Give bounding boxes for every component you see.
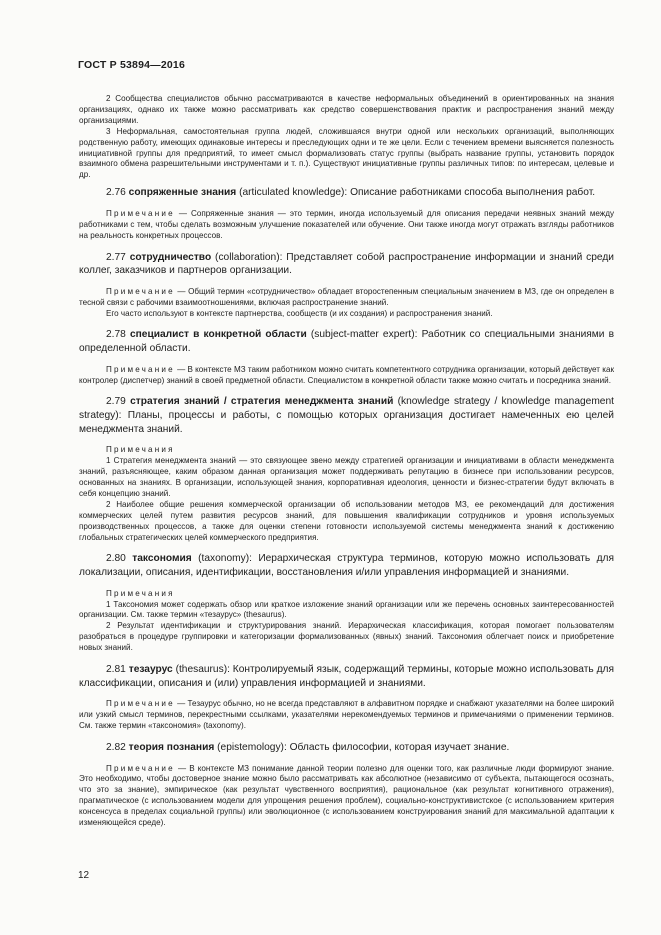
note-2-77: Примечание — Общий термин «сотрудничество» обладает второстепенным специальным значением в МЗ, где он определен в тесной связи с рабочими взаимоотношениями, включая распространение знаний. <box>79 286 614 307</box>
note-label: Примечание <box>106 364 175 374</box>
note-text: Сопряженные знания — это термин, иногда используемый для описания передачи неявных знаний между работниками с тем, чтобы сделать возможным улучшение показателей или обучение. Они также иногда могут отражать взгляды работников на реальность конкретных процессов. <box>79 208 614 240</box>
term-title: сотрудничество <box>129 251 212 263</box>
note-text: Тезаурус обычно, но не всегда представляют в алфавитном порядке и снабжают указателями на более широкий или узкий смысл терминов, перекрестными ссылками, указателями нерекомендуемых терминов и примечаниями о применении терминов. См. также термин «таксономия» (taxonomy). <box>79 699 614 731</box>
notes-label: Примечания <box>106 445 175 455</box>
term-title: теория познания <box>128 741 215 753</box>
term-entry-2-77 <box>79 251 614 278</box>
term-entry-2-76 <box>79 186 614 200</box>
prev-note-2: 2 Сообщества специалистов обычно рассматриваются в качестве неформальных объединений в ориентированных на знания организациях, однако их также можно рассматривать как средство совершенствования практик и распространения знаний между организациями. <box>79 94 614 125</box>
term-title: таксономия <box>132 553 192 565</box>
term-entry-2-81 <box>79 663 614 690</box>
term-definition: (articulated knowledge): Описание работниками способа выполнения работ. <box>239 187 596 199</box>
note-2-79-2: 2 Наиболее общие решения коммерческой организации об использовании методов МЗ, ее рекомендаций для достижения коммерческих целей путем развития ресурсов знаний, для повышения квалификации сотрудников и уровня используемых производственных процессов, а также для оценки степени готовности используемой системы менеджмента знаний к достижению глобальных стратегических целей коммерческого предприятия. <box>79 499 614 542</box>
term-number: 2.78 <box>106 329 126 341</box>
term-number: 2.80 <box>106 553 126 565</box>
term-number: 2.77 <box>106 251 126 263</box>
note-2-76: Примечание — Сопряженные знания — это термин, иногда используемый для описания передачи неявных знаний между работниками с тем, чтобы сделать возможным улучшение показателей или обучение. Они также иногда могут отражать взгляды работников на реальность конкретных процессов. <box>79 208 614 240</box>
term-definition: (knowledge strategy / knowledge management strategy): Планы, процессы и работы, с помощью которых организация достигает намеченных ею целей менеджмента знаний. <box>79 396 614 435</box>
note-2-78: Примечание — В контексте МЗ таким работником можно считать компетентного сотрудника организации, который действует как контролер (диспетчер) знаний в своей предметной области. Специалистом в конкретной области также можно считать и посредника знаний. <box>79 364 615 385</box>
note-2-81: Примечание — Тезаурус обычно, но не всегда представляют в алфавитном порядке и снабжают указателями на более широкий или узкий смысл терминов, перекрестными ссылками, указателями нерекомендуемых терминов и примечаниями о применении терминов. См. также термин «таксономия» (taxonomy). <box>79 699 614 731</box>
note-label: Примечание <box>106 286 175 296</box>
term-definition: (thesaurus): Контролируемый язык, содержащий термины, которые можно использовать для классификации, описания и (или) управления информацией и знаниями. <box>79 664 614 689</box>
term-number: 2.81 <box>106 664 126 676</box>
term-definition: (subject-matter expert): Работник со специальными знаниями в определенной области. <box>79 329 615 355</box>
note-label: Примечание <box>106 699 175 709</box>
term-title: тезаурус <box>128 664 173 676</box>
term-definition: (taxonomy): Иерархическая структура терминов, которую можно использовать для локализации, описания, идентификации, восстановления и/или управления информацией и знаниями. <box>79 553 614 578</box>
note-text: В контексте МЗ понимание данной теории полезно для оценки того, как различные люди формируют знание. Это необходимо, чтобы достоверное знание можно было рассматривать как абсолютное (независимо от субъекта, пытающегося осознать, что это за знание), эмпирическое (как результат чувственного восприятия), рациональное (как результат когнитивного отражения), прагматическое (с использованием модели для упрощения решения проблем), социально-конструктивистское (с использованием критерия консенсуса в пределах социальной группы) или эволюционное (с использованием конструирования знаний для максимальной адаптации к изменяющейся среде). <box>79 763 614 828</box>
note-2-79-1: 1 Стратегия менеджмента знаний — это связующее звено между стратегией организации и инициативами в области менеджмента знаний, разъясняющее, каким образом данная организация может поддерживать репутацию в бизнесе при использовании ресурсов, основанных на знаниях. В организации, использующей знания, корпоративная идеология, ценности и бизнес-стратегии будут включать в себя концепцию знаний. <box>79 456 614 498</box>
note-text: В контексте МЗ таким работником можно считать компетентного сотрудника организации, который действует как контролер (диспетчер) знаний в своей предметной области. Специалистом в конкретной области также можно считать и посредника знаний. <box>79 364 615 385</box>
term-title: специалист в конкретной области <box>129 329 307 341</box>
term-entry-2-79 <box>79 395 614 436</box>
note-label: Примечание <box>106 763 175 773</box>
page-header-standard-id: ГОСТ Р 53894—2016 <box>78 59 186 71</box>
term-definition: (epistemology): Область философии, которая изучает знание. <box>217 741 510 753</box>
note-text: Общий термин «сотрудничество» обладает второстепенным специальным значением в МЗ, где он определен в тесной связи с рабочими взаимоотношениями, включая распространение знаний. <box>79 286 614 307</box>
prev-note-3: 3 Неформальная, самостоятельная группа людей, сложившаяся внутри одной или нескольких организаций, выполняющих родственную работу, имеющих одинаковые интересы и преследующих одни и те же цели. Если с течением времени выясняется полезность инициативной группы для предприятий, то имеет смысл формализовать статус группы (выбрать название группы, установить порядок взаимного обмена разрешительными инструментами и т. п.). Существуют инициативные группы различных типов: по интересам, целевые и др. <box>79 126 614 180</box>
term-title: сопряженные знания <box>128 187 237 199</box>
term-entry-2-78 <box>79 328 614 355</box>
note-2-80-1: 1 Таксономия может содержать обзор или краткое изложение знаний организации или же перечень основных заинтересованностей организации. См. также термин «тезаурус» (thesaurus). <box>79 599 614 620</box>
note-2-82: Примечание — В контексте МЗ понимание данной теории полезно для оценки того, как различные люди формируют знание. Это необходимо, чтобы достоверное знание можно было рассматривать как абсолютное (независимо от субъекта, пытающегося осознать, что это за знание), эмпирическое (как результат чувственного восприятия), рациональное (как результат когнитивного отражения), прагматическое (с использованием модели для упрощения решения проблем), социально-конструктивистское (с использованием критерия консенсуса в пределах социальной группы) или эволюционное (с использованием конструирования знаний для максимальной адаптации к изменяющейся среде). <box>79 763 614 828</box>
term-number: 2.76 <box>106 187 126 199</box>
notes-label: Примечания <box>106 588 175 598</box>
notes-heading-2-79 <box>79 445 614 456</box>
term-number: 2.82 <box>106 741 126 753</box>
term-number: 2.79 <box>106 396 126 408</box>
notes-heading-2-80 <box>79 589 614 600</box>
term-entry-2-82 <box>79 741 614 755</box>
term-definition: (collaboration): Представляет собой распространение информации и знаний среди коллег, заказчиков и партнеров организации. <box>79 251 614 277</box>
note-2-77-continued: Его часто используют в контексте партнерства, сообществ (и их создания) и распространения знаний. <box>106 308 493 318</box>
note-2-80-2: 2 Результат идентификации и структурирования знаний. Иерархическая классификация, которая помогает пользователям разобраться в процедуре группировки и категоризации формализованных (явных) знаний. Таксономия облегчает поиск и приобретение новых знаний. <box>79 621 614 653</box>
page-number: 12 <box>78 870 90 881</box>
page-content <box>79 94 614 829</box>
term-title: стратегия знаний / стратегия менеджмента знаний <box>130 396 394 408</box>
term-entry-2-80 <box>79 552 614 579</box>
note-label: Примечание <box>106 208 175 218</box>
